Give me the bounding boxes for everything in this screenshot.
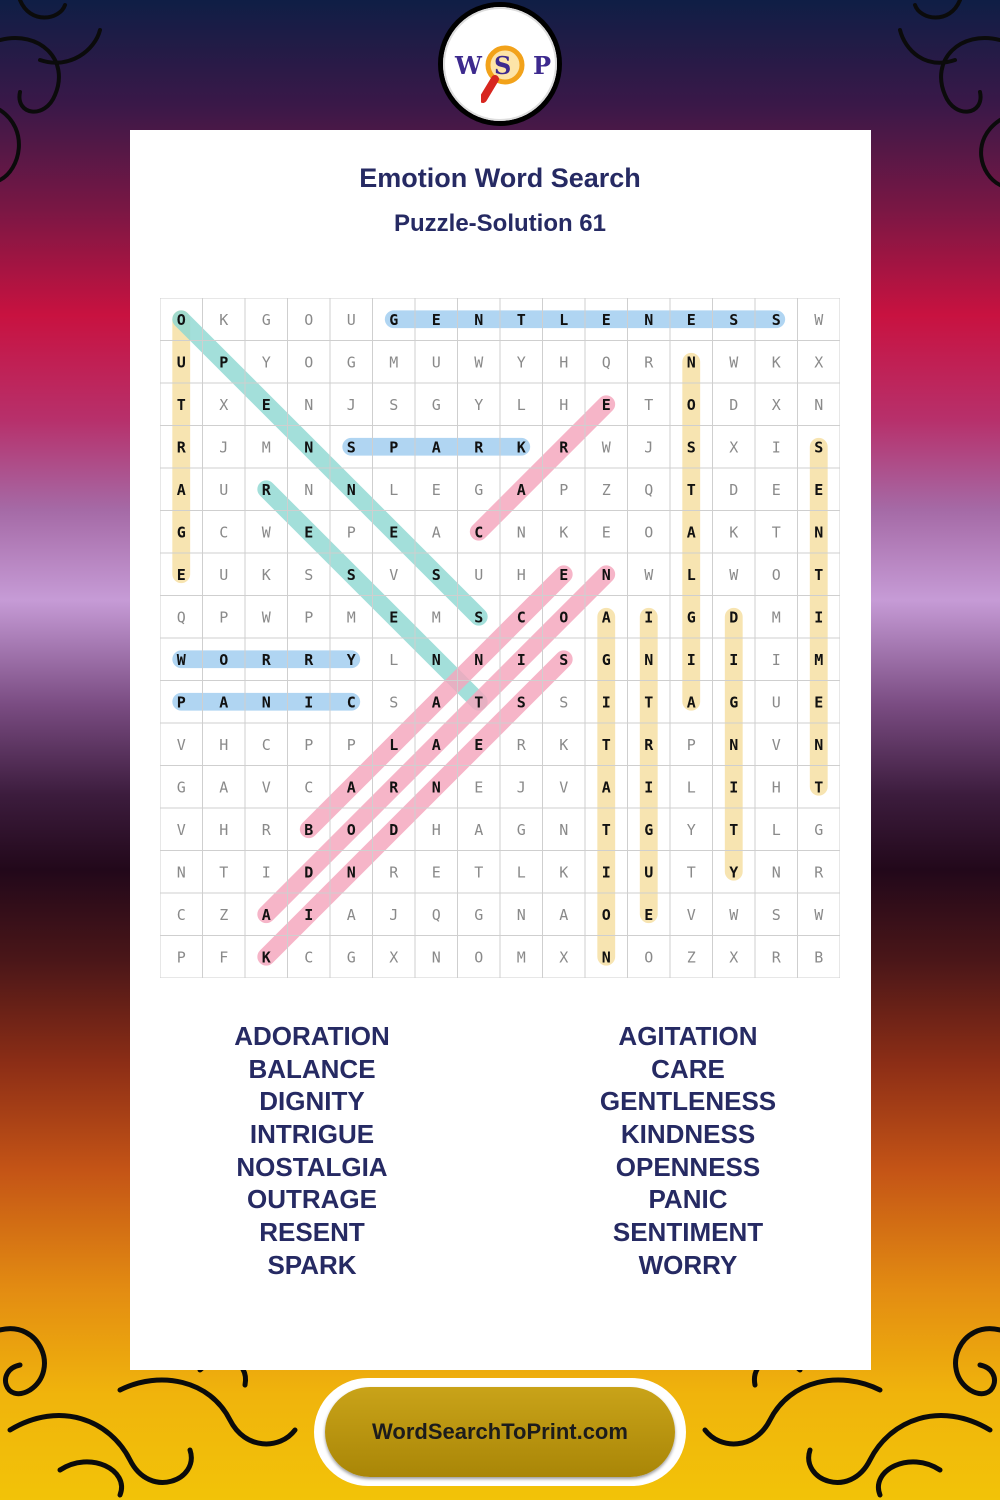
grid-letter: G xyxy=(346,948,356,967)
grid-letter-solution: R xyxy=(559,438,569,457)
grid-letter: N xyxy=(559,820,569,839)
grid-letter-solution: N xyxy=(431,778,441,797)
grid-letter-solution: I xyxy=(814,608,824,627)
grid-letter-solution: A xyxy=(516,480,526,499)
grid-letter-solution: E xyxy=(474,735,484,754)
grid-letter-solution: A xyxy=(431,693,441,712)
grid-letter-solution: N xyxy=(644,650,654,669)
grid-letter-solution: A xyxy=(601,608,611,627)
grid-letter: C xyxy=(219,523,229,542)
grid-letter: R xyxy=(389,863,399,882)
grid-letter-solution: A xyxy=(686,693,696,712)
grid-letter: L xyxy=(771,820,781,839)
grid-letter: N xyxy=(431,948,441,967)
page-title: Emotion Word Search xyxy=(359,163,641,193)
grid-letter: R xyxy=(814,863,824,882)
grid-letter-solution: I xyxy=(601,693,611,712)
footer-badge xyxy=(314,1378,686,1486)
grid-letter: Q xyxy=(601,353,611,372)
logo-letter-w: W xyxy=(455,51,482,80)
grid-letter-solution: A xyxy=(176,480,186,499)
word-list-item: KINDNESS xyxy=(620,1119,756,1150)
grid-letter-solution: A xyxy=(346,778,356,797)
word-list-item: OUTRAGE xyxy=(247,1184,377,1215)
grid-letter-solution: A xyxy=(431,735,441,754)
grid-letter: R xyxy=(516,735,526,754)
grid-letter-solution: O xyxy=(176,310,186,329)
grid-letter: P xyxy=(346,523,356,542)
grid-letter-solution: A xyxy=(261,905,271,924)
grid-letter: Y xyxy=(686,820,696,839)
grid-letter-solution: I xyxy=(729,778,739,797)
grid-letter: Y xyxy=(261,353,271,372)
grid-letter-solution: K xyxy=(516,438,526,457)
grid-letter: N xyxy=(516,523,526,542)
grid-letter-solution: S xyxy=(771,310,781,329)
word-list-item: AGITATION xyxy=(618,1021,758,1051)
grid-letter-solution: N xyxy=(474,310,484,329)
grid-letter: C xyxy=(304,948,314,967)
grid-letter: G xyxy=(516,820,526,839)
grid-letter-solution: N xyxy=(346,863,356,882)
grid-letter-solution: R xyxy=(389,778,399,797)
grid-letter-solution: I xyxy=(644,778,654,797)
grid-letter-solution: T xyxy=(729,820,739,839)
grid-letter-solution: G xyxy=(389,310,399,329)
grid-letter-solution: C xyxy=(474,523,484,542)
grid-letter: B xyxy=(814,948,824,967)
grid-letter: H xyxy=(516,565,526,584)
grid-letter: P xyxy=(559,480,569,499)
word-list-item: RESENT xyxy=(259,1217,365,1248)
grid-letter-solution: S xyxy=(431,565,441,584)
grid-letter-solution: I xyxy=(304,693,314,712)
grid-letter: K xyxy=(219,310,229,329)
grid-letter: R xyxy=(261,820,271,839)
grid-letter: W xyxy=(261,608,271,627)
grid-letter: O xyxy=(304,310,314,329)
grid-letter: O xyxy=(644,948,654,967)
grid-letter: L xyxy=(686,778,696,797)
grid-letter-solution: O xyxy=(686,395,696,414)
grid-letter-solution: O xyxy=(346,820,356,839)
grid-letter: K xyxy=(729,523,739,542)
grid-letter: J xyxy=(389,905,399,924)
grid-letter-solution: T xyxy=(601,735,611,754)
grid-letter: K xyxy=(559,863,569,882)
grid-letter: N xyxy=(771,863,781,882)
grid-letter: Z xyxy=(601,480,611,499)
grid-letter: N xyxy=(814,395,824,414)
grid-letter: U xyxy=(771,693,781,712)
grid-letter-solution: N xyxy=(814,523,824,542)
grid-letter-solution: A xyxy=(601,778,611,797)
grid-letter: W xyxy=(644,565,654,584)
word-list-item: SENTIMENT xyxy=(612,1217,764,1248)
grid-letter: R xyxy=(644,353,654,372)
grid-letter-solution: G xyxy=(176,523,186,542)
grid-letter-solution: O xyxy=(559,608,569,627)
grid-letter: W xyxy=(261,523,271,542)
grid-letter: S xyxy=(389,395,399,414)
grid-letter-solution: G xyxy=(729,693,739,712)
grid-letter-solution: S xyxy=(516,693,526,712)
grid-letter: N xyxy=(176,863,186,882)
grid-letter: G xyxy=(431,395,441,414)
grid-letter: W xyxy=(814,905,824,924)
grid-letter-solution: L xyxy=(389,735,399,754)
grid-letter: H xyxy=(771,778,781,797)
grid-letter: K xyxy=(261,565,271,584)
grid-letter: T xyxy=(644,395,654,414)
grid-letter-solution: E xyxy=(389,608,399,627)
grid-letter: F xyxy=(219,948,229,967)
grid-letter: D xyxy=(729,395,739,414)
grid-letter: Z xyxy=(686,948,696,967)
grid-letter-solution: I xyxy=(304,905,314,924)
grid-letter: C xyxy=(304,778,314,797)
grid-letter-solution: R xyxy=(176,438,186,457)
grid-letter-solution: T xyxy=(644,693,654,712)
word-list-item: BALANCE xyxy=(248,1053,376,1084)
grid-letter: X xyxy=(559,948,569,967)
grid-letter-solution: N xyxy=(814,735,824,754)
word-list-item: NOSTALGIA xyxy=(236,1151,388,1182)
grid-letter-solution: E xyxy=(601,395,611,414)
grid-letter: E xyxy=(601,523,611,542)
grid-letter-solution: S xyxy=(729,310,739,329)
grid-letter: V xyxy=(389,565,399,584)
grid-letter-solution: A xyxy=(431,438,441,457)
grid-letter: S xyxy=(559,693,569,712)
page-subtitle: Puzzle-Solution 61 xyxy=(393,210,606,237)
grid-letter: K xyxy=(559,735,569,754)
grid-letter-solution: N xyxy=(346,480,356,499)
grid-letter: G xyxy=(474,480,484,499)
grid-letter-solution: E xyxy=(304,523,314,542)
grid-letter: A xyxy=(219,778,229,797)
grid-letter: O xyxy=(304,353,314,372)
grid-canvas xyxy=(160,298,840,978)
grid-letter-solution: N xyxy=(431,650,441,669)
grid-letter: Q xyxy=(176,608,186,627)
grid-letter: U xyxy=(219,480,229,499)
grid-letter-solution: A xyxy=(686,523,696,542)
grid-letter-solution: T xyxy=(176,395,186,414)
grid-letter: Q xyxy=(431,905,441,924)
grid-letter: X xyxy=(389,948,399,967)
grid-letter: M xyxy=(771,608,781,627)
grid-letter: J xyxy=(516,778,526,797)
grid-letter-solution: P xyxy=(176,693,186,712)
grid-letter-solution: T xyxy=(686,480,696,499)
grid-letter: X xyxy=(219,395,229,414)
grid-letter-solution: C xyxy=(516,608,526,627)
grid-letter-solution: D xyxy=(389,820,399,839)
site-logo[interactable] xyxy=(438,2,562,126)
grid-letter-solution: Y xyxy=(346,650,356,669)
grid-letter-solution: T xyxy=(516,310,526,329)
grid-letter: X xyxy=(729,948,739,967)
grid-letter-solution: I xyxy=(644,608,654,627)
grid-letter-solution: P xyxy=(389,438,399,457)
grid-letter: O xyxy=(474,948,484,967)
grid-letter: E xyxy=(771,480,781,499)
grid-letter-solution: T xyxy=(814,778,824,797)
grid-letter-solution: E xyxy=(686,310,696,329)
grid-letter: Y xyxy=(516,353,526,372)
logo-letter-s: S xyxy=(494,51,512,80)
grid-letter: V xyxy=(176,735,186,754)
grid-letter-solution: G xyxy=(686,608,696,627)
grid-letter: U xyxy=(474,565,484,584)
grid-letter-solution: E xyxy=(176,565,186,584)
word-search-grid xyxy=(160,298,840,978)
grid-letter: J xyxy=(644,438,654,457)
grid-letter-solution: R xyxy=(474,438,484,457)
logo-letter-p: P xyxy=(533,51,552,80)
grid-letter: E xyxy=(474,778,484,797)
grid-letter-solution: R xyxy=(261,650,271,669)
grid-letter: N xyxy=(516,905,526,924)
grid-letter-solution: I xyxy=(601,863,611,882)
grid-letter: M xyxy=(431,608,441,627)
grid-letter: V xyxy=(686,905,696,924)
logo-badge xyxy=(443,7,557,121)
grid-letter: T xyxy=(686,863,696,882)
grid-letter: V xyxy=(261,778,271,797)
grid-letter-solution: S xyxy=(474,608,484,627)
grid-letter-solution: N xyxy=(304,438,314,457)
grid-letter: C xyxy=(176,905,186,924)
grid-letter-solution: O xyxy=(601,905,611,924)
grid-letter: L xyxy=(516,863,526,882)
word-list-item: CARE xyxy=(651,1053,725,1084)
grid-letter: M xyxy=(346,608,356,627)
grid-letter: I xyxy=(261,863,271,882)
grid-letter: H xyxy=(559,353,569,372)
grid-letter: W xyxy=(729,353,739,372)
grid-letter-solution: E xyxy=(261,395,271,414)
grid-letter: T xyxy=(771,523,781,542)
grid-letter: V xyxy=(771,735,781,754)
grid-letter-solution: N xyxy=(601,565,611,584)
grid-letter-solution: A xyxy=(219,693,229,712)
grid-letter-solution: N xyxy=(644,310,654,329)
grid-letter-solution: I xyxy=(686,650,696,669)
grid-letter: L xyxy=(516,395,526,414)
grid-letter: Y xyxy=(474,395,484,414)
grid-letter: X xyxy=(814,353,824,372)
grid-letter-solution: S xyxy=(346,438,356,457)
grid-letter-solution: L xyxy=(686,565,696,584)
grid-letter: G xyxy=(814,820,824,839)
grid-letter-solution: S xyxy=(814,438,824,457)
grid-letter: N xyxy=(304,480,314,499)
grid-letter: U xyxy=(219,565,229,584)
grid-letter: T xyxy=(474,863,484,882)
grid-letter-solution: N xyxy=(686,353,696,372)
grid-letter-solution: L xyxy=(559,310,569,329)
grid-letter: G xyxy=(176,778,186,797)
grid-letter-solution: E xyxy=(559,565,569,584)
grid-letter-solution: B xyxy=(304,820,314,839)
grid-letter-solution: R xyxy=(304,650,314,669)
grid-letter: X xyxy=(729,438,739,457)
grid-letter: G xyxy=(346,353,356,372)
grid-letter: H xyxy=(431,820,441,839)
grid-letter-solution: N xyxy=(261,693,271,712)
grid-letter: O xyxy=(771,565,781,584)
grid-letter-solution: C xyxy=(346,693,356,712)
grid-letter-solution: U xyxy=(644,863,654,882)
grid-letter: H xyxy=(559,395,569,414)
grid-letter: M xyxy=(516,948,526,967)
grid-letter: H xyxy=(219,735,229,754)
word-list-item: SPARK xyxy=(267,1249,357,1280)
grid-letter: U xyxy=(431,353,441,372)
grid-letter-solution: T xyxy=(814,565,824,584)
grid-letter-solution: I xyxy=(729,650,739,669)
grid-letter: P xyxy=(219,608,229,627)
grid-letter-solution: S xyxy=(686,438,696,457)
grid-letter-solution: E xyxy=(389,523,399,542)
grid-letter-solution: G xyxy=(601,650,611,669)
grid-letter: G xyxy=(261,310,271,329)
grid-letter: L xyxy=(389,650,399,669)
grid-letter-solution: G xyxy=(644,820,654,839)
grid-letter-solution: W xyxy=(176,650,186,669)
word-list-item: PANIC xyxy=(648,1184,728,1215)
grid-letter: P xyxy=(304,608,314,627)
grid-letter-solution: D xyxy=(729,608,739,627)
grid-letter: A xyxy=(431,523,441,542)
grid-letter-solution: E xyxy=(814,480,824,499)
grid-letter: X xyxy=(771,395,781,414)
grid-letter-solution: T xyxy=(474,693,484,712)
grid-letter-solution: P xyxy=(219,353,229,372)
grid-letter: J xyxy=(346,395,356,414)
grid-letter-solution: R xyxy=(261,480,271,499)
grid-letter: P xyxy=(304,735,314,754)
grid-letter: A xyxy=(474,820,484,839)
grid-letter-solution: E xyxy=(601,310,611,329)
grid-letter-solution: N xyxy=(601,948,611,967)
grid-letter: E xyxy=(431,480,441,499)
grid-letter: S xyxy=(304,565,314,584)
grid-letter: S xyxy=(389,693,399,712)
site-link-label: WordSearchToPrint.com xyxy=(372,1419,628,1444)
word-list-right-column xyxy=(538,1020,838,1282)
grid-letter: K xyxy=(559,523,569,542)
grid-letter: V xyxy=(176,820,186,839)
grid-letter: K xyxy=(771,353,781,372)
site-link-button[interactable] xyxy=(325,1387,675,1477)
grid-letter: S xyxy=(771,905,781,924)
grid-letter: E xyxy=(431,863,441,882)
grid-letter-solution: R xyxy=(644,735,654,754)
grid-letter: Q xyxy=(644,480,654,499)
grid-letter: I xyxy=(771,650,781,669)
grid-letter: D xyxy=(729,480,739,499)
grid-letter: W xyxy=(601,438,611,457)
grid-letter-solution: I xyxy=(516,650,526,669)
grid-letter: W xyxy=(729,565,739,584)
grid-letter: I xyxy=(771,438,781,457)
word-list-item: OPENNESS xyxy=(615,1151,761,1182)
grid-letter: M xyxy=(261,438,271,457)
grid-letter-solution: T xyxy=(601,820,611,839)
grid-letter: C xyxy=(261,735,271,754)
grid-letter-solution: K xyxy=(261,948,271,967)
grid-letter: P xyxy=(686,735,696,754)
grid-letter: P xyxy=(346,735,356,754)
grid-letter: G xyxy=(474,905,484,924)
word-list-item: ADORATION xyxy=(234,1021,390,1051)
grid-letter: W xyxy=(474,353,484,372)
grid-letter: L xyxy=(389,480,399,499)
grid-letter: M xyxy=(389,353,399,372)
grid-letter-solution: Y xyxy=(729,863,739,882)
grid-letter: W xyxy=(814,310,824,329)
word-list-item: INTRIGUE xyxy=(249,1119,375,1150)
word-list-item: WORRY xyxy=(638,1249,738,1280)
word-list-item: GENTLENESS xyxy=(599,1086,777,1117)
grid-letter-solution: S xyxy=(346,565,356,584)
grid-letter: R xyxy=(771,948,781,967)
grid-letter-solution: E xyxy=(431,310,441,329)
word-list-left-column xyxy=(162,1020,462,1282)
grid-letter: T xyxy=(219,863,229,882)
grid-letter: U xyxy=(346,310,356,329)
grid-letter-solution: U xyxy=(176,353,186,372)
grid-letter-solution: E xyxy=(814,693,824,712)
grid-letter-solution: S xyxy=(559,650,569,669)
word-list-item: DIGNITY xyxy=(259,1086,365,1117)
grid-letter: A xyxy=(559,905,569,924)
grid-letter: W xyxy=(729,905,739,924)
grid-letter: V xyxy=(559,778,569,797)
grid-letter-solution: O xyxy=(219,650,229,669)
grid-letter: J xyxy=(219,438,229,457)
grid-letter: Z xyxy=(219,905,229,924)
grid-letter-solution: E xyxy=(644,905,654,924)
grid-letter: H xyxy=(219,820,229,839)
grid-letter: O xyxy=(644,523,654,542)
grid-letter: N xyxy=(304,395,314,414)
grid-letter-solution: M xyxy=(814,650,824,669)
grid-letter-solution: D xyxy=(304,863,314,882)
grid-letter-solution: N xyxy=(729,735,739,754)
grid-letter: P xyxy=(176,948,186,967)
grid-letter: A xyxy=(346,905,356,924)
grid-letter-solution: N xyxy=(474,650,484,669)
